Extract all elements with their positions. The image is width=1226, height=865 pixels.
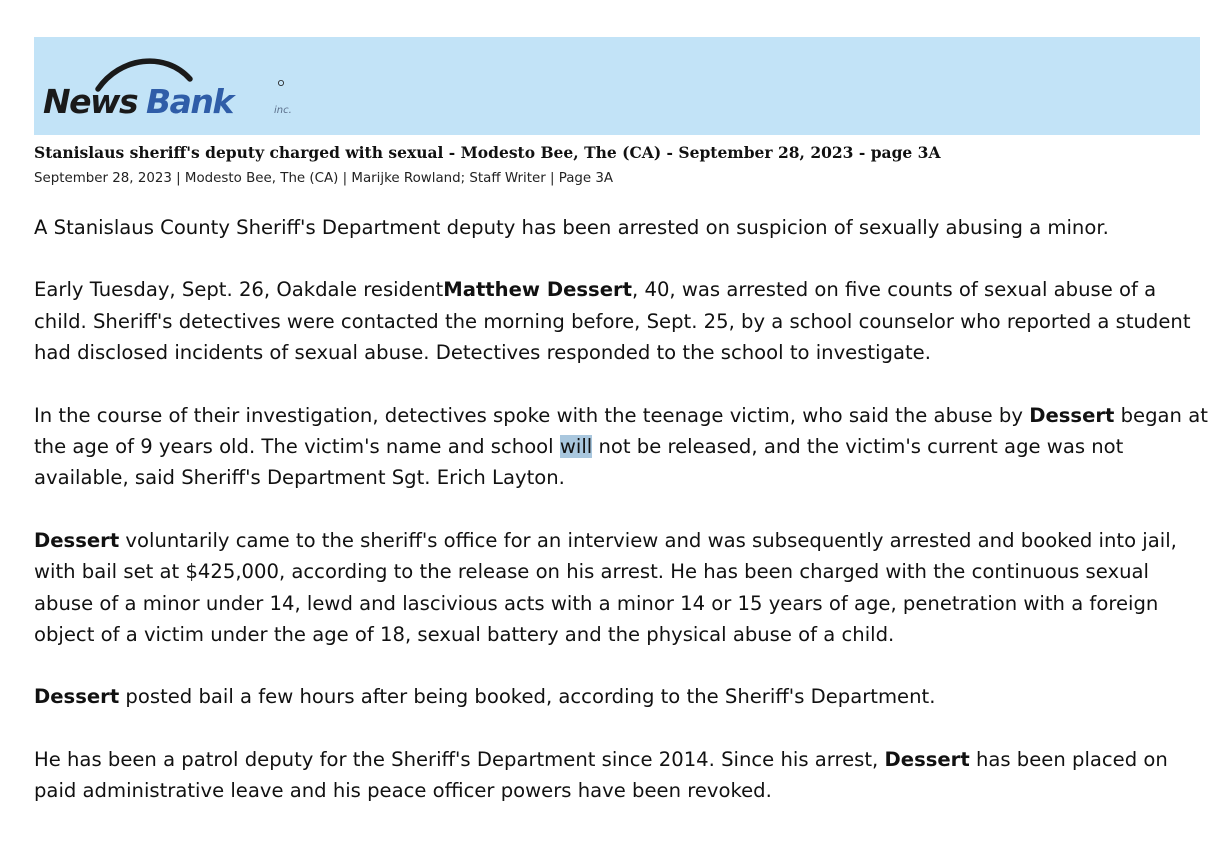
paragraph-3-text-c: not be released, and the victim's current age was not available, said Sheriff's Department Sgt. Erich Layton. bbox=[34, 435, 1124, 490]
article-meta: September 28, 2023 | Modesto Bee, The (CA) | Marijke Rowland; Staff Writer | Page 3A bbox=[34, 171, 614, 186]
paragraph-1 bbox=[34, 212, 1209, 243]
paragraph-4 bbox=[34, 525, 1209, 651]
paragraph-6-text-a: He has been a patrol deputy for the Sheriff's Department since 2014. Since his arrest, bbox=[34, 747, 885, 771]
paragraph-5-text: posted bail a few hours after being booked, according to the Sheriff's Department. bbox=[119, 685, 936, 709]
article-headline: Stanislaus sheriff's deputy charged with sexual - Modesto Bee, The (CA) - September 28, 2023 - page 3A bbox=[34, 143, 941, 162]
article-body bbox=[34, 212, 1209, 838]
newsbank-logo-mark bbox=[40, 49, 320, 121]
svg-text:News: News bbox=[43, 82, 138, 121]
subject-name-full: Matthew Dessert bbox=[443, 278, 633, 302]
subject-surname: Dessert bbox=[1029, 403, 1115, 427]
svg-text:Bank: Bank bbox=[146, 82, 233, 121]
selected-word[interactable]: will bbox=[559, 435, 593, 459]
paragraph-2-text-a: Early Tuesday, Sept. 26, Oakdale resident bbox=[34, 278, 444, 302]
paragraph-3-text-a: In the course of their investigation, detectives spoke with the teenage victim, who said the abuse by bbox=[34, 403, 1030, 427]
header-banner bbox=[34, 37, 1200, 135]
paragraph-4-text: voluntarily came to the sheriff's office for an interview and was subsequently arrested and booked into jail, with bail set at $425,000, according to the release on his arrest. He has been charged with the continuous sexual abuse of a minor under 14, lewd and lascivious acts with a minor 14 or 15 years of age, penetration with a foreign object of a victim under the age of 18, sexual battery and the physical abuse of a child. bbox=[34, 528, 1177, 647]
paragraph-6 bbox=[34, 744, 1209, 807]
paragraph-5 bbox=[34, 681, 1209, 712]
paragraph-6-text-b: has been placed on paid administrative leave and his peace officer powers have been revoked. bbox=[34, 747, 1168, 803]
svg-text:inc.: inc. bbox=[274, 105, 292, 116]
subject-surname: Dessert bbox=[884, 747, 970, 771]
newsbank-logo[interactable] bbox=[40, 49, 320, 121]
subject-surname: Dessert bbox=[34, 528, 120, 552]
subject-surname: Dessert bbox=[34, 685, 120, 709]
paragraph-2 bbox=[34, 274, 1209, 368]
paragraph-3-text-b: began at the age of 9 years old. The victim's name and school bbox=[34, 403, 1208, 459]
paragraph-2-text-b: , 40, was arrested on five counts of sexual abuse of a child. Sheriff's detectives were contacted the morning before, Sept. 25, by a school counselor who reported a student had disclosed incidents of sexual abuse. Detectives responded to the school to investigate. bbox=[34, 278, 1191, 365]
paragraph-3 bbox=[34, 400, 1209, 494]
paragraph-1-text: A Stanislaus County Sheriff's Department deputy has been arrested on suspicion of sexually abusing a minor. bbox=[34, 216, 1109, 239]
